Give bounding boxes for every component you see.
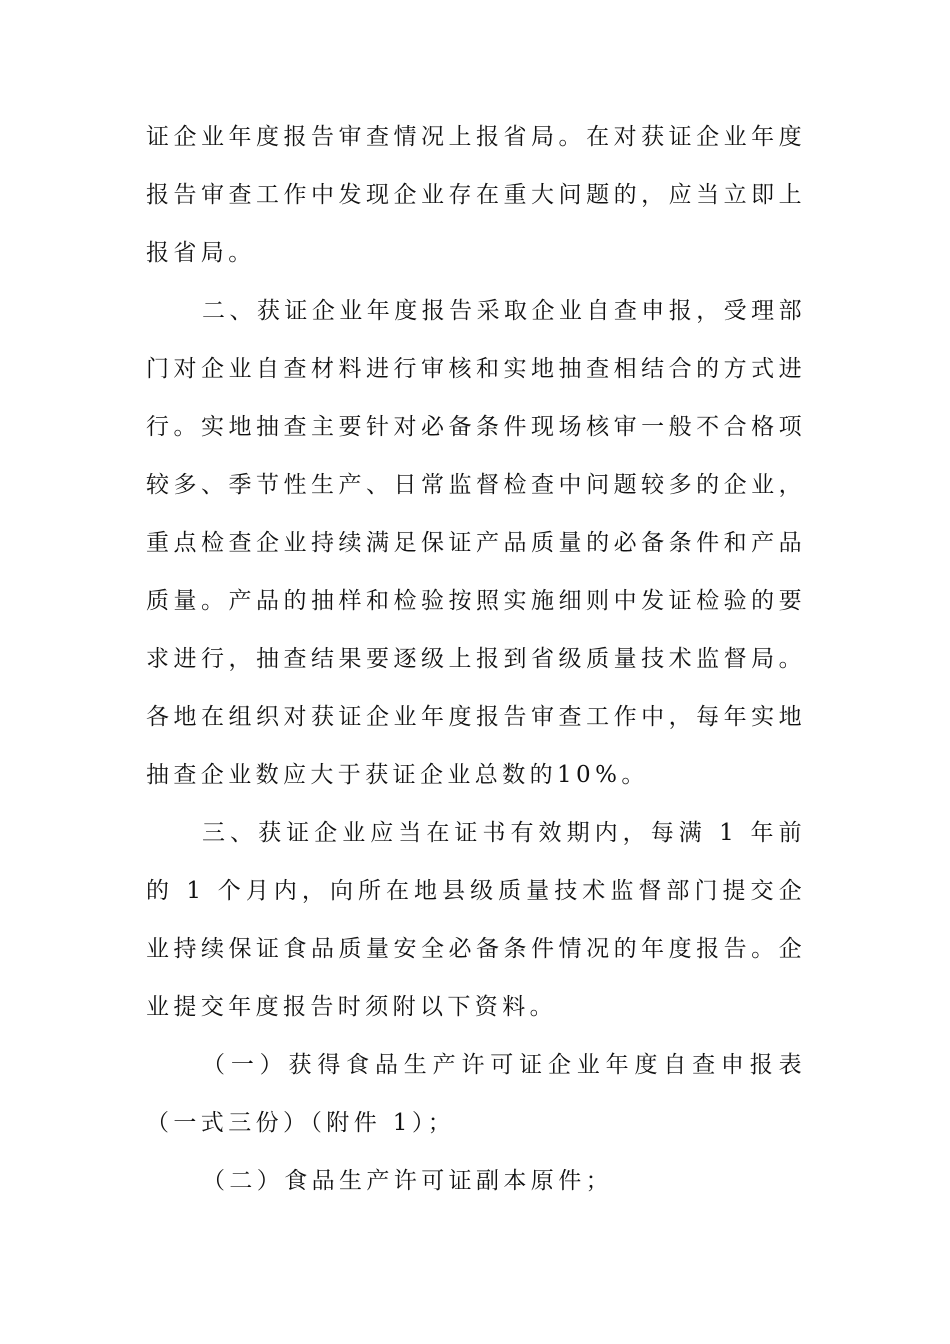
paragraph-continuation: 证企业年度报告审查情况上报省局。在对获证企业年度报告审查工作中发现企业存在重大问题的，应当立即上报省局。: [146, 124, 806, 266]
paragraph-section-three: 三、获证企业应当在证书有效期内，每满 1 年前的 1 个月内，向所在地县级质量技术监督部门提交企业持续保证食品质量安全必备条件情况的年度报告。企业提交年度报告时须附以下资料。: [146, 820, 806, 1020]
document-body: [146, 108, 806, 1210]
paragraph-section-two: 二、获证企业年度报告采取企业自查申报，受理部门对企业自查材料进行审核和实地抽查相结合的方式进行。实地抽查主要针对必备条件现场核审一般不合格项较多、季节性生产、日常监督检查中问题较多的企业，重点检查企业持续满足保证产品质量的必备条件和产品质量。产品的抽样和检验按照实施细则中发证检验的要求进行，抽查结果要逐级上报到省级质量技术监督局。各地在组织对获证企业年度报告审查工作中，每年实地抽查企业数应大于获证企业总数的10%。: [146, 298, 806, 788]
paragraph-item-two: （二）食品生产许可证副本原件；: [202, 1168, 613, 1194]
paragraph-item-one: （一）获得食品生产许可证企业年度自查申报表（一式三份）（附件 1）；: [146, 1052, 806, 1136]
